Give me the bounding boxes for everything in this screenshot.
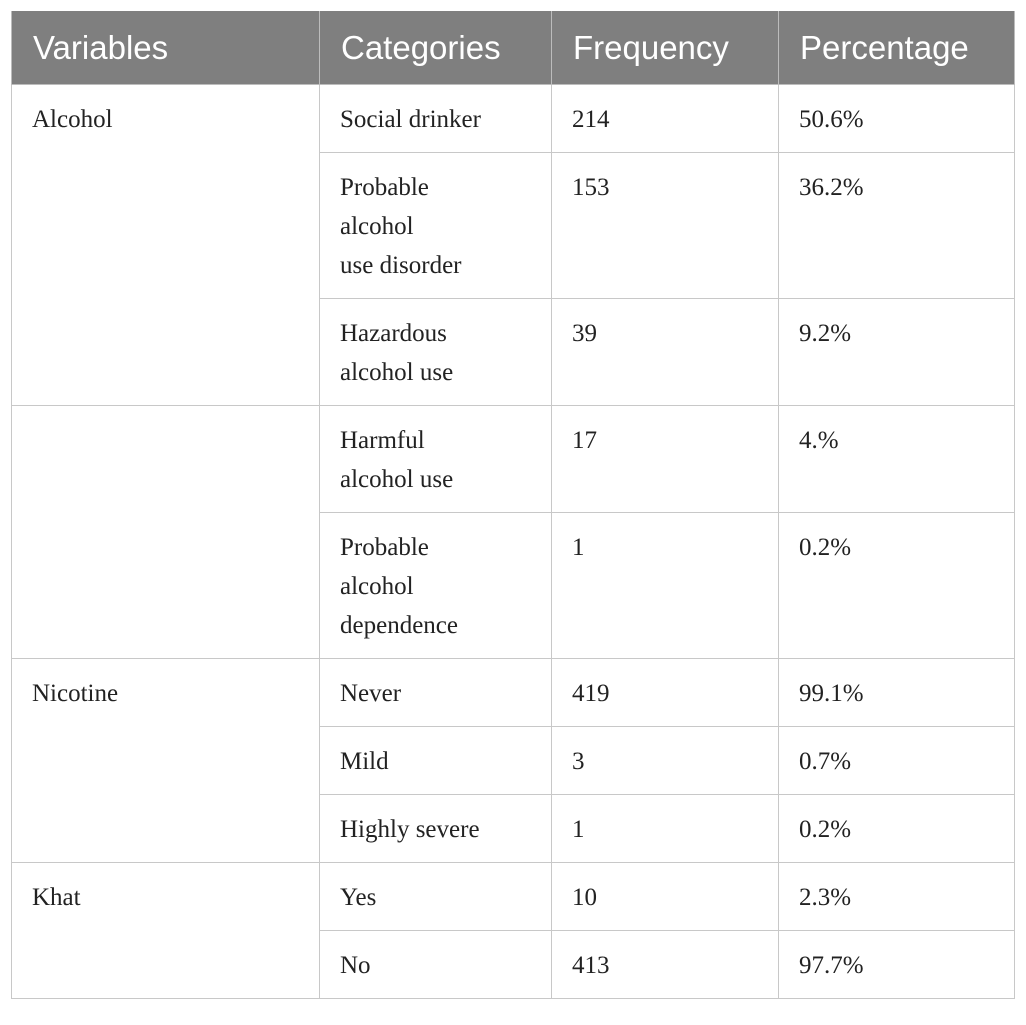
- table-row: [12, 795, 1015, 863]
- frequency-cell: 1: [552, 795, 779, 863]
- header-categories: Categories: [320, 11, 552, 85]
- variable-cell: [12, 299, 320, 406]
- category-cell: No: [320, 931, 552, 999]
- category-cell: Probable alcohol dependence: [320, 513, 552, 659]
- table-row: [12, 299, 1015, 406]
- percentage-cell: 0.2%: [779, 513, 1015, 659]
- percentage-cell: 2.3%: [779, 863, 1015, 931]
- table-row: [12, 659, 1015, 727]
- variable-cell: Nicotine: [12, 659, 320, 727]
- table-row: [12, 727, 1015, 795]
- table-row: [12, 513, 1015, 659]
- header-frequency: Frequency: [552, 11, 779, 85]
- variable-cell: [12, 795, 320, 863]
- table-row: [12, 85, 1015, 153]
- percentage-cell: 50.6%: [779, 85, 1015, 153]
- variable-cell: [12, 931, 320, 999]
- variable-cell: Khat: [12, 863, 320, 931]
- percentage-cell: 36.2%: [779, 153, 1015, 299]
- percentage-cell: 4.%: [779, 406, 1015, 513]
- frequency-cell: 17: [552, 406, 779, 513]
- percentage-cell: 9.2%: [779, 299, 1015, 406]
- header-percentage: Percentage: [779, 11, 1015, 85]
- frequency-cell: 3: [552, 727, 779, 795]
- frequency-cell: 153: [552, 153, 779, 299]
- table-row: [12, 406, 1015, 513]
- header-row: [12, 11, 1015, 85]
- variable-cell: [12, 727, 320, 795]
- percentage-cell: 97.7%: [779, 931, 1015, 999]
- category-cell: Hazardous alcohol use: [320, 299, 552, 406]
- frequency-cell: 413: [552, 931, 779, 999]
- frequency-cell: 214: [552, 85, 779, 153]
- frequency-cell: 10: [552, 863, 779, 931]
- substance-use-table: [11, 11, 1015, 999]
- percentage-cell: 0.7%: [779, 727, 1015, 795]
- frequency-cell: 1: [552, 513, 779, 659]
- category-cell: Mild: [320, 727, 552, 795]
- category-cell: Yes: [320, 863, 552, 931]
- category-cell: Harmful alcohol use: [320, 406, 552, 513]
- category-cell: Probable alcohol use disorder: [320, 153, 552, 299]
- percentage-cell: 0.2%: [779, 795, 1015, 863]
- variable-cell: Alcohol: [12, 85, 320, 153]
- frequency-cell: 39: [552, 299, 779, 406]
- category-cell: Highly severe: [320, 795, 552, 863]
- category-cell: Social drinker: [320, 85, 552, 153]
- percentage-cell: 99.1%: [779, 659, 1015, 727]
- header-variables: Variables: [12, 11, 320, 85]
- table-row: [12, 931, 1015, 999]
- frequency-cell: 419: [552, 659, 779, 727]
- variable-cell: [12, 513, 320, 659]
- variable-cell: [12, 406, 320, 513]
- table-row: [12, 863, 1015, 931]
- variable-cell: [12, 153, 320, 299]
- table-row: [12, 153, 1015, 299]
- category-cell: Never: [320, 659, 552, 727]
